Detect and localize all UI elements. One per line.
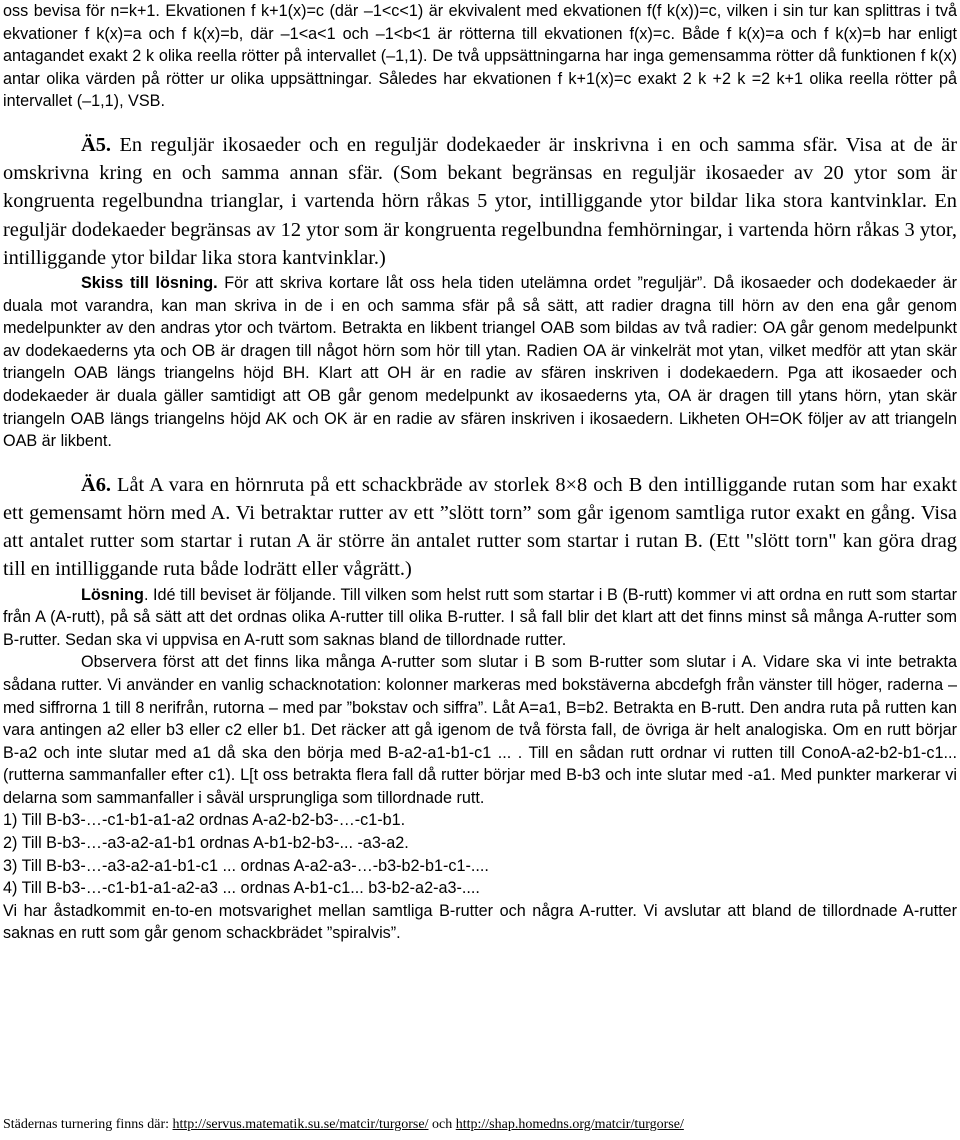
problem-5: [3, 131, 957, 272]
problem-6-label: Ä6.: [81, 473, 112, 496]
footer-prefix: Städernas turnering finns där:: [3, 1117, 170, 1132]
footer-link-shap[interactable]: http://shap.homedns.org/matcir/turgorse/: [455, 1117, 684, 1132]
problem-5-solution-text: För att skriva kortare låt oss hela tiden utelämna ordet ”reguljär”. Då ikosaeder och dodekaeder är duala mot varandra, kan man skriva in de i en och samma sfär på så sätt, att radier dragna till hörn av den ena går genom medelpunkter av den andras ytor och tvärtom. Betrakta en likbent triangel OAB som bildas av två radier: OA går genom medelpunkt av dodekaederns yta och OB är dragen till något hörn som hör till ytan. Radien OA är vinkelrät mot ytan, vilket medför att ytan skär triangeln OAB längs triangelns höjd BH. Klart att OH är en radie av sfären inskriven i dodekaedern. Pga att ikosaeder och dodekaeder är duala gäller samtidigt att OB går genom medelpunkt av ikosaederns yta, OA är dragen till ytans hörn, ytan skär triangeln OAB längs triangelns höjd AK och OK är en radie av sfären inskriven i ikosaedern. Likheten OH=OK följer av att triangeln OAB är likbent.: [3, 273, 958, 451]
case-item: 2) Till B-b3-…-a3-a2-a1-b1 ordnas A-b1-b2-b3-... -a3-a2.: [3, 834, 409, 853]
case-item: 3) Till B-b3-…-a3-a2-a1-b1-c1 ... ordnas A-a2-a3-…-b3-b2-b1-c1-....: [3, 856, 489, 875]
problem-6-solution-p1: . Idé till beviset är följande. Till vilken som helst rutt som startar i B (B-rutt) kommer vi att ordna en rutt som startar från A (A-rutt), på så sätt att det ordnas olika A-rutter till olika B-rutter. I så fall blir det klart att det finns minst så många A-rutter som B-rutter. Sedan ska vi uppvisa en A-rutt som saknas bland de tillordnade rutter.: [3, 585, 957, 649]
problem-5-solution: [3, 272, 957, 453]
problem-6-solution-label: Lösning: [81, 585, 144, 604]
problem-6-solution-p2: Observera först att det finns lika många A-rutter som slutar i B som B-rutter som slutar i A. Vidare ska vi inte betrakta sådana rutter. Vi använder en vanlig schacknotation: kolonner markeras med bokstäverna abcdefgh från vänster till höger, raderna – med siffrorna 1 till 8 nerifrån, rutorna – med par ”bokstav och siffra”. Låt A=a1, B=b2. Betrakta en B-rutt. Den andra ruta på rutten kan vara antingen a2 eller b3 eller c2 eller b1. Det räcker att gå igenom de två första fall, de övriga är helt analogiska. Om en rutt börjar B-a2 och inte slutar med a1 då ska den börja med B-a2-a1-b1-c1 ... . Till en sådan rutt ordnar vi rutten till ConoA-a2-b2-b1-c1... (rutterna sammanfaller efter c1). L[t oss betrakta flera fall då rutter börjar med B-b3 och inte slutar med -a1. Med punkter markerar vi delarna som sammanfaller i såväl ursprungliga som tillordnade rutt.: [3, 653, 957, 807]
problem-6: [3, 471, 957, 584]
case-item: 1) Till B-b3-…-c1-b1-a1-a2 ordnas A-a2-b2-b3-…-c1-b1.: [3, 811, 406, 830]
problem-6-statement: Låt A vara en hörnruta på ett schackbräde av storlek 8×8 och B den intilliggande rutan som har exakt ett gemensamt hörn med A. Vi betraktar rutter av ett ”slött torn” som går igenom samtliga rutor exakt en gång. Visa att antalet rutter som startar i rutan A är större än antalet rutter som startar i rutan B. (Ett "slött torn" kan göra drag till en intilliggande ruta både lodrätt eller vågrätt.): [3, 473, 957, 581]
footer-link-servus[interactable]: http://servus.matematik.su.se/matcir/turgorse/: [172, 1117, 429, 1132]
problem-5-solution-label: Skiss till lösning.: [81, 273, 218, 292]
footer-middle: och: [432, 1117, 453, 1132]
document-page: [3, 0, 957, 945]
problem-6-solution: [3, 584, 957, 946]
footer: [3, 1116, 684, 1134]
problem-6-conclusion: Vi har åstadkommit en-to-en motsvarighet mellan samtliga B-rutter och några A-rutter. Vi avslutar att bland de tillordnade A-rutter saknas en rutt som går genom schackbrädet ”spiralvis”.: [3, 901, 957, 943]
previous-section-proof: oss bevisa för n=k+1. Ekvationen f k+1(x)=c (där –1<c<1) är ekvivalent med ekvationen f(f k(x))=c, vilken i sin tur kan splittras i två ekvationer f k(x)=a och f k(x)=b, där –1<a<1 och –1<b<1 är rötterna till ekvationen f(x)=c. Både f k(x)=a och f k(x)=b har enligt antagandet exakt 2 k olika reella rötter på intervallet (–1,1). De två uppsättningarna har inga gemensamma rötter då funktionen f k(x) antar olika värden på rötter ur olika uppsättningar. Således har ekvationen f k+1(x)=c exakt 2 k +2 k =2 k+1 olika reella rötter på intervallet (–1,1), VSB.: [3, 2, 957, 111]
problem-5-label: Ä5.: [81, 133, 112, 156]
case-item: 4) Till B-b3-…-c1-b1-a1-a2-a3 ... ordnas A-b1-c1... b3-b2-a2-a3-....: [3, 879, 480, 898]
case-list: [3, 809, 957, 899]
problem-5-statement: En reguljär ikosaeder och en reguljär dodekaeder är inskrivna i en och samma sfär. Visa at de är omskrivna kring en och samma annan sfär. (Som bekant begränsas en reguljär ikosaeder av 20 ytor som är kongruenta regelbundna trianglar, i vartenda hörn råkas 5 ytor, intilliggande ytor bildar lika stora kantvinklar. En reguljär dodekaeder begränsas av 12 ytor som är kongruenta regelbundna femhörningar, i vartenda hörn råkas 3 ytor, intilliggande ytor bildar lika stora kantvinklar.): [3, 133, 957, 269]
